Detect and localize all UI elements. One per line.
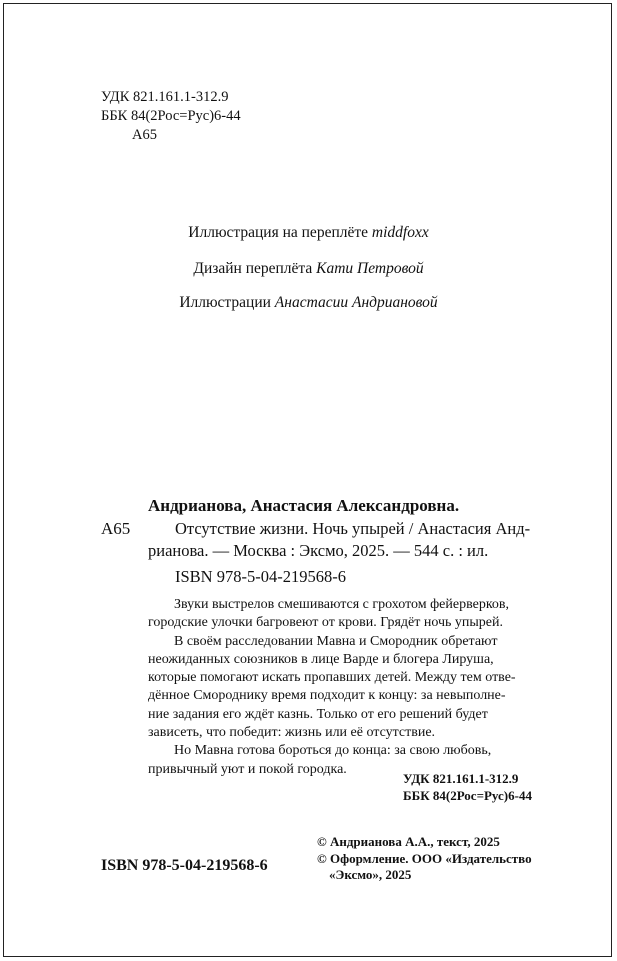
bottom-udk-code: УДК 821.161.1-312.9 — [403, 771, 519, 786]
copyright-design: © Оформление. ООО «Издательство — [317, 850, 532, 866]
annotation-paragraph — [148, 633, 516, 743]
credit-name: Анастасии Андриановой — [274, 294, 438, 311]
annotation-line: неожиданных союзников в лице Варде и блогера Лируша, — [148, 651, 494, 667]
page-border — [3, 3, 612, 957]
annotation-line: городские улочки багровеют от крови. Грядёт ночь упырей. — [148, 615, 503, 631]
annotation-line: зависеть, что победит: жизнь или её отсутствие. — [148, 725, 436, 741]
annotation-line: привычный уют и покой городка. — [148, 761, 347, 777]
bib-author-mark: А65 — [101, 519, 131, 538]
bottom-codes — [403, 771, 532, 804]
author-mark: А65 — [132, 127, 157, 143]
bib-author-heading: Андрианова, Анастасия Александровна. — [148, 496, 460, 515]
annotation-line: Звуки выстрелов смешиваются с грохотом фейерверков, — [174, 597, 510, 612]
udk-code: УДК 821.161.1-312.9 — [101, 89, 229, 105]
annotation-line: которые помогают искать пропавших детей. Между тем отве- — [148, 670, 516, 686]
annotation-line: ние задания его ждёт казнь. Только от его решений будет — [148, 706, 488, 722]
annotation — [148, 596, 516, 779]
annotation-line: В своём расследовании Мавна и Смородник обретают — [174, 633, 498, 649]
annotation-line: дённое Смороднику время подходит к концу: за невыполне- — [148, 688, 506, 704]
bib-line-2: рианова. — Москва : Эксмо, 2025. — 544 с. : ил. — [148, 541, 489, 560]
copyright-publisher: «Эксмо», 2025 — [329, 867, 412, 882]
credit-name: middfoxx — [371, 224, 429, 241]
credit-label: Дизайн переплёта — [193, 260, 317, 277]
bottom-bbk-code: ББК 84(2Рос=Рус)6-44 — [403, 787, 532, 803]
copyright-block — [317, 834, 532, 884]
credit-name: Кати Петровой — [316, 260, 424, 277]
bib-line-1: Отсутствие жизни. Ночь упырей / Анастасия Анд- — [175, 519, 531, 538]
copyright-text: © Андрианова А.А., текст, 2025 — [317, 834, 500, 849]
credit-label: Иллюстрация на переплёте — [188, 224, 372, 241]
credit-label: Иллюстрации — [179, 294, 275, 311]
header-codes — [101, 88, 241, 145]
credit-cover-design — [0, 260, 617, 278]
bbk-code: ББК 84(2Рос=Рус)6-44 — [101, 108, 241, 124]
bottom-isbn: ISBN 978-5-04-219568-6 — [101, 857, 268, 874]
credit-cover-illustration — [0, 224, 617, 242]
annotation-paragraph — [148, 596, 516, 633]
credit-illustrations — [0, 294, 617, 312]
annotation-line: Но Мавна готова бороться до конца: за свою любовь, — [174, 743, 492, 759]
bib-isbn: ISBN 978-5-04-219568-6 — [175, 567, 346, 586]
